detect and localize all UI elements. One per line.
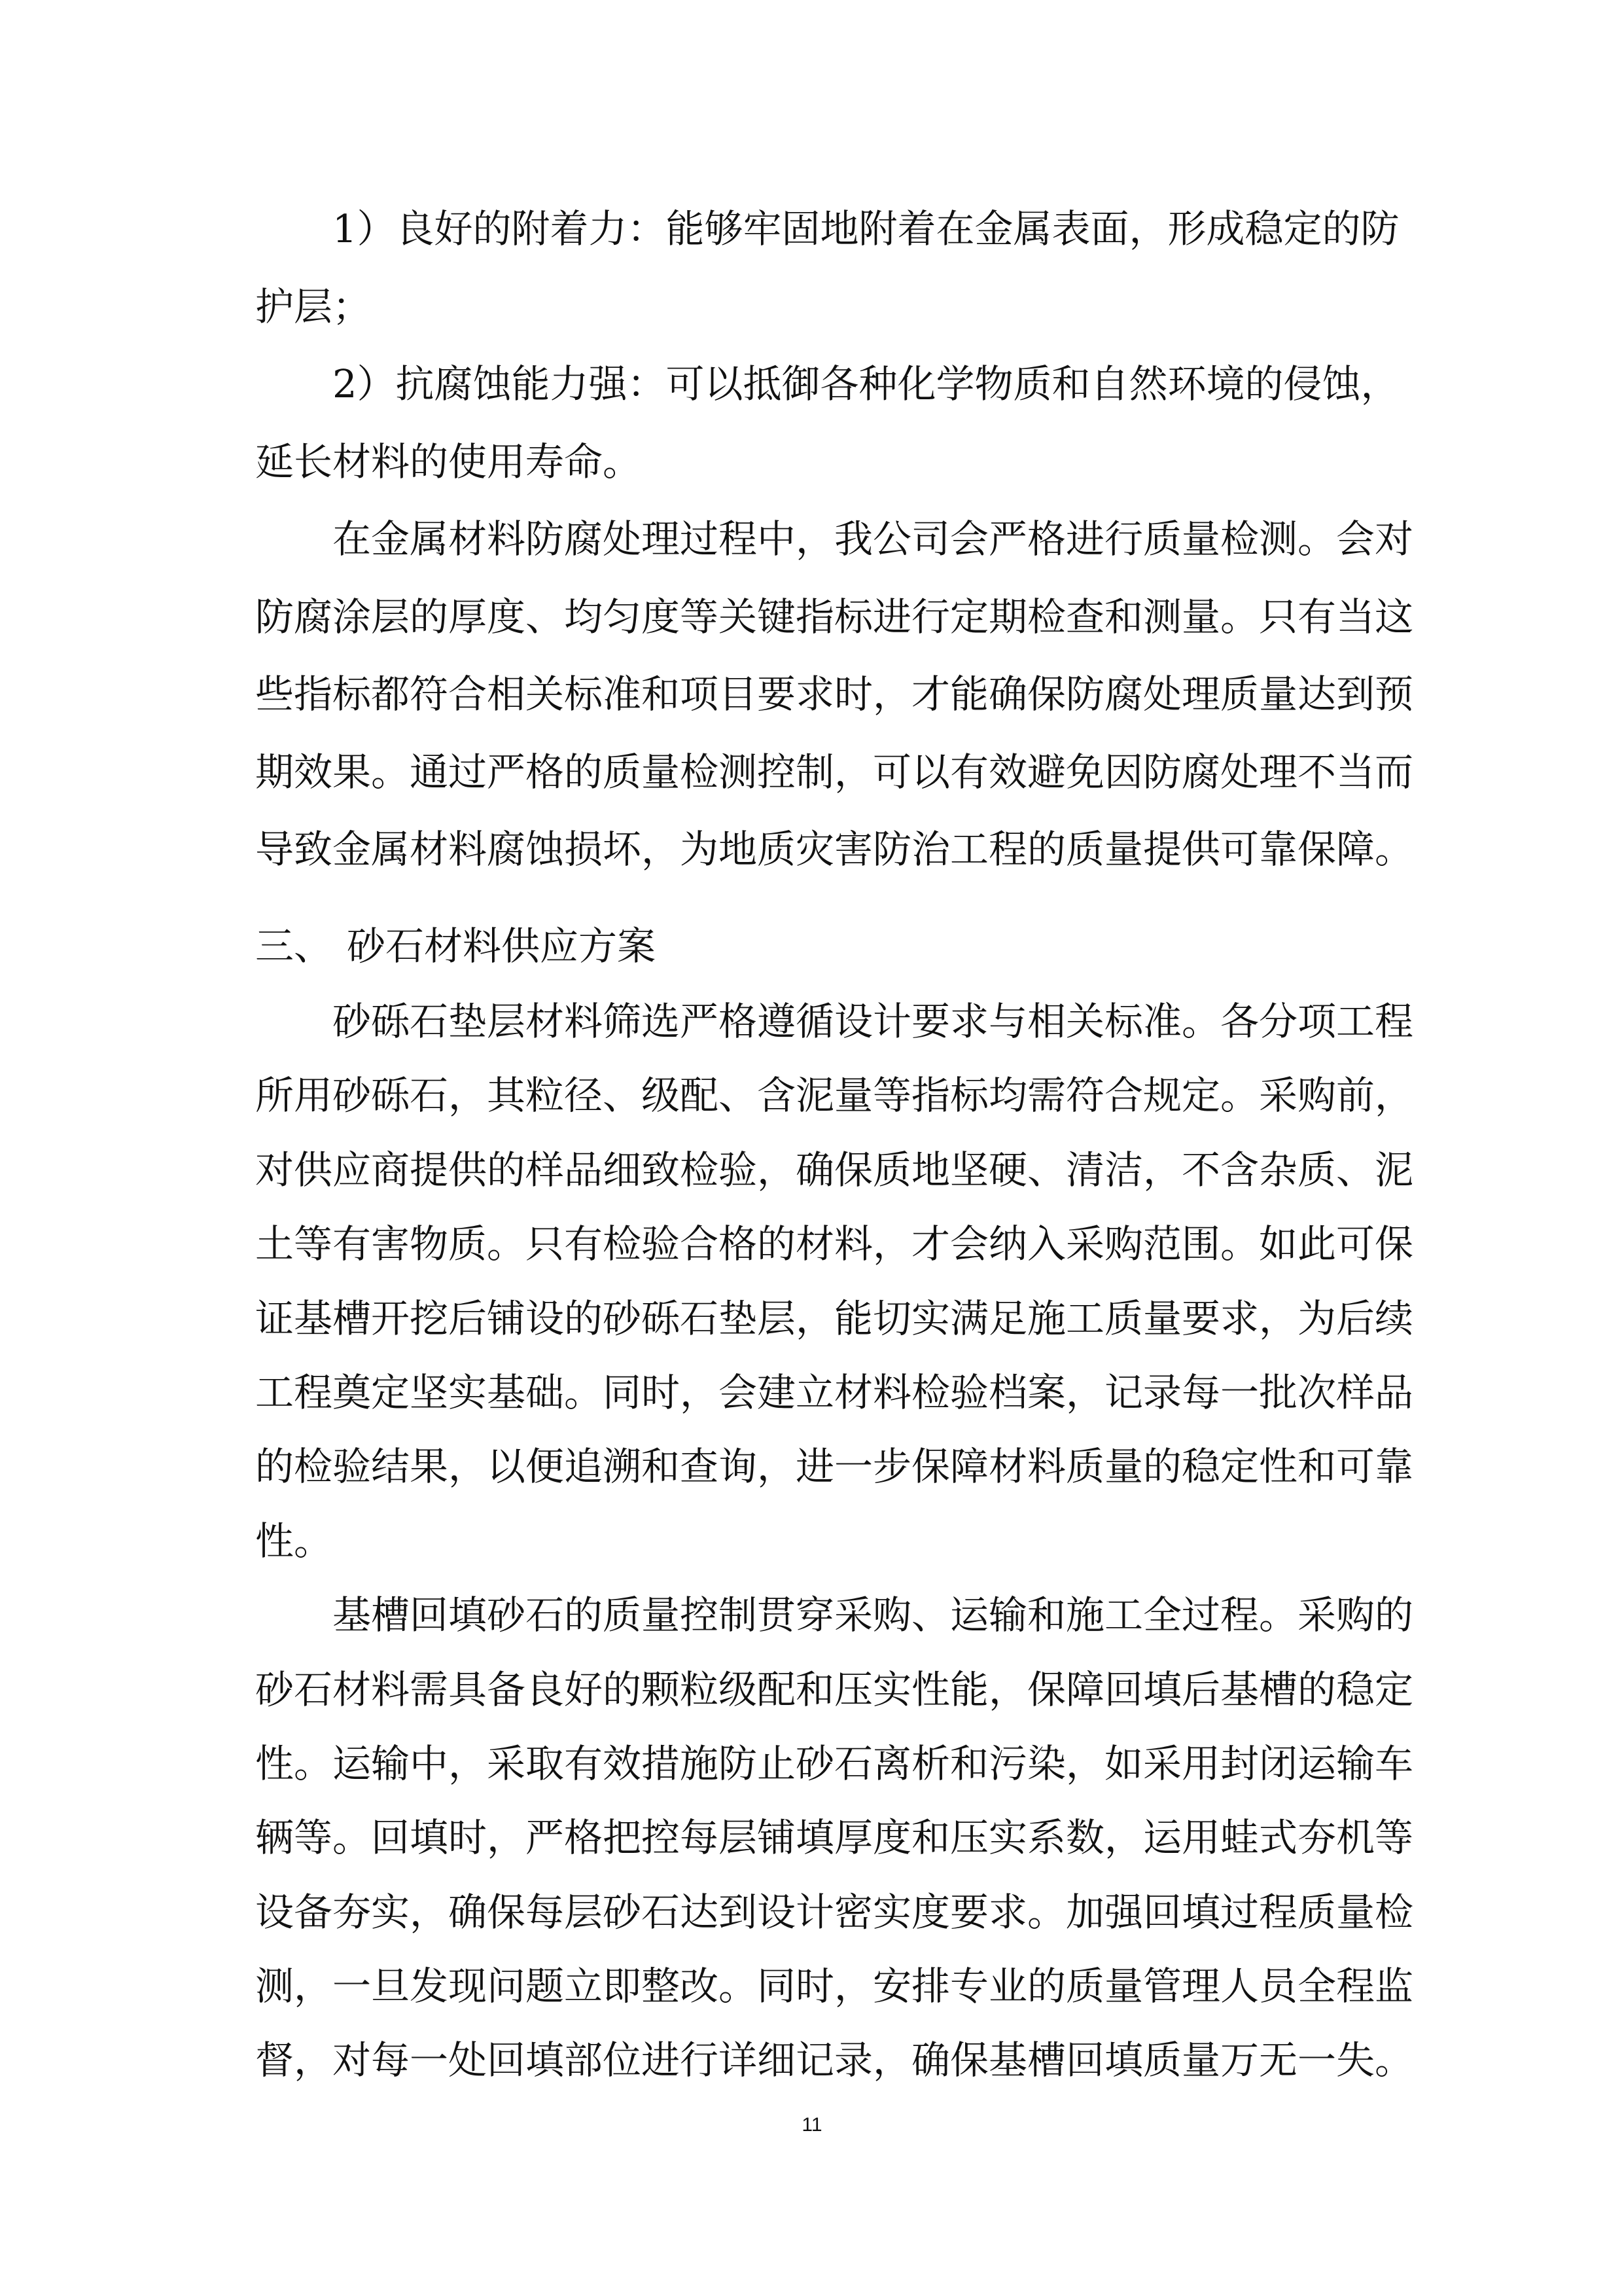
paragraph-line: 土等有害物质。只有检验合格的材料，才会纳入采购范围。如此可保 xyxy=(255,1221,1414,1267)
section-2 xyxy=(255,984,1414,2098)
paragraph-line: 对供应商提供的样品细致检验，确保质地坚硬、清洁，不含杂质、泥 xyxy=(255,1147,1414,1193)
paragraph-line: 些指标都符合相关标准和项目要求时，才能确保防腐处理质量达到预 xyxy=(255,672,1414,717)
section-heading xyxy=(255,908,656,985)
paragraph-line: 砂砾石垫层材料筛选严格遵循设计要求与相关标准。各分项工程 xyxy=(332,999,1414,1044)
paragraph-line: 督，对每一处回填部位进行详细记录，确保基槽回填质量万无一失。 xyxy=(255,2037,1414,2083)
paragraph-line: 工程奠定坚实基础。同时，会建立材料检验档案，记录每一批次样品 xyxy=(255,1369,1414,1415)
paragraph-line: 砂石材料需具备良好的颗粒级配和压实性能，保障回填后基槽的稳定 xyxy=(255,1666,1414,1712)
paragraph-line: 期效果。通过严格的质量检测控制，可以有效避免因防腐处理不当而 xyxy=(255,749,1414,795)
paragraph-line: 性。运输中，采取有效措施防止砂石离析和污染，如采用封闭运输车 xyxy=(255,1740,1414,1786)
section-number: 三、 xyxy=(255,924,333,969)
paragraph-line: 证基槽开挖后铺设的砂砾石垫层，能切实满足施工质量要求，为后续 xyxy=(255,1295,1414,1341)
paragraph-line: 导致金属材料腐蚀损坏，为地质灾害防治工程的质量提供可靠保障。 xyxy=(255,827,1414,872)
paragraph-line: 所用砂砾石，其粒径、级配、含泥量等指标均需符合规定。采购前， xyxy=(255,1073,1414,1119)
paragraph-line: 辆等。回填时，严格把控每层铺填厚度和压实系数，运用蛙式夯机等 xyxy=(255,1815,1414,1861)
list-item-1-line: 1）良好的附着力：能够牢固地附着在金属表面，形成稳定的防 xyxy=(332,206,1400,251)
list-item-2-line: 延长材料的使用寿命。 xyxy=(255,439,642,484)
paragraph-line: 防腐涂层的厚度、均匀度等关键指标进行定期检查和测量。只有当这 xyxy=(255,594,1414,639)
paragraph-line: 的检验结果，以便追溯和查询，进一步保障材料质量的稳定性和可靠 xyxy=(255,1444,1414,1490)
paragraph-line: 设备夯实，确保每层砂石达到设计密实度要求。加强回填过程质量检 xyxy=(255,1889,1414,1935)
paragraph-line: 基槽回填砂石的质量控制贯穿采购、运输和施工全过程。采购的 xyxy=(332,1592,1414,1638)
list-item-1-line: 护层； xyxy=(255,283,372,329)
paragraph-line: 在金属材料防腐处理过程中，我公司会严格进行质量检测。会对 xyxy=(332,516,1414,562)
list-item-2-line: 2）抗腐蚀能力强：可以抵御各种化学物质和自然环境的侵蚀， xyxy=(332,361,1400,406)
paragraph-line: 性。 xyxy=(255,1518,333,1564)
section-title: 砂石材料供应方案 xyxy=(347,924,656,969)
paragraph-line: 测，一旦发现问题立即整改。同时，安排专业的质量管理人员全程监 xyxy=(255,1964,1414,2009)
section-1 xyxy=(255,190,1414,889)
page-number: 11 xyxy=(802,2114,822,2136)
